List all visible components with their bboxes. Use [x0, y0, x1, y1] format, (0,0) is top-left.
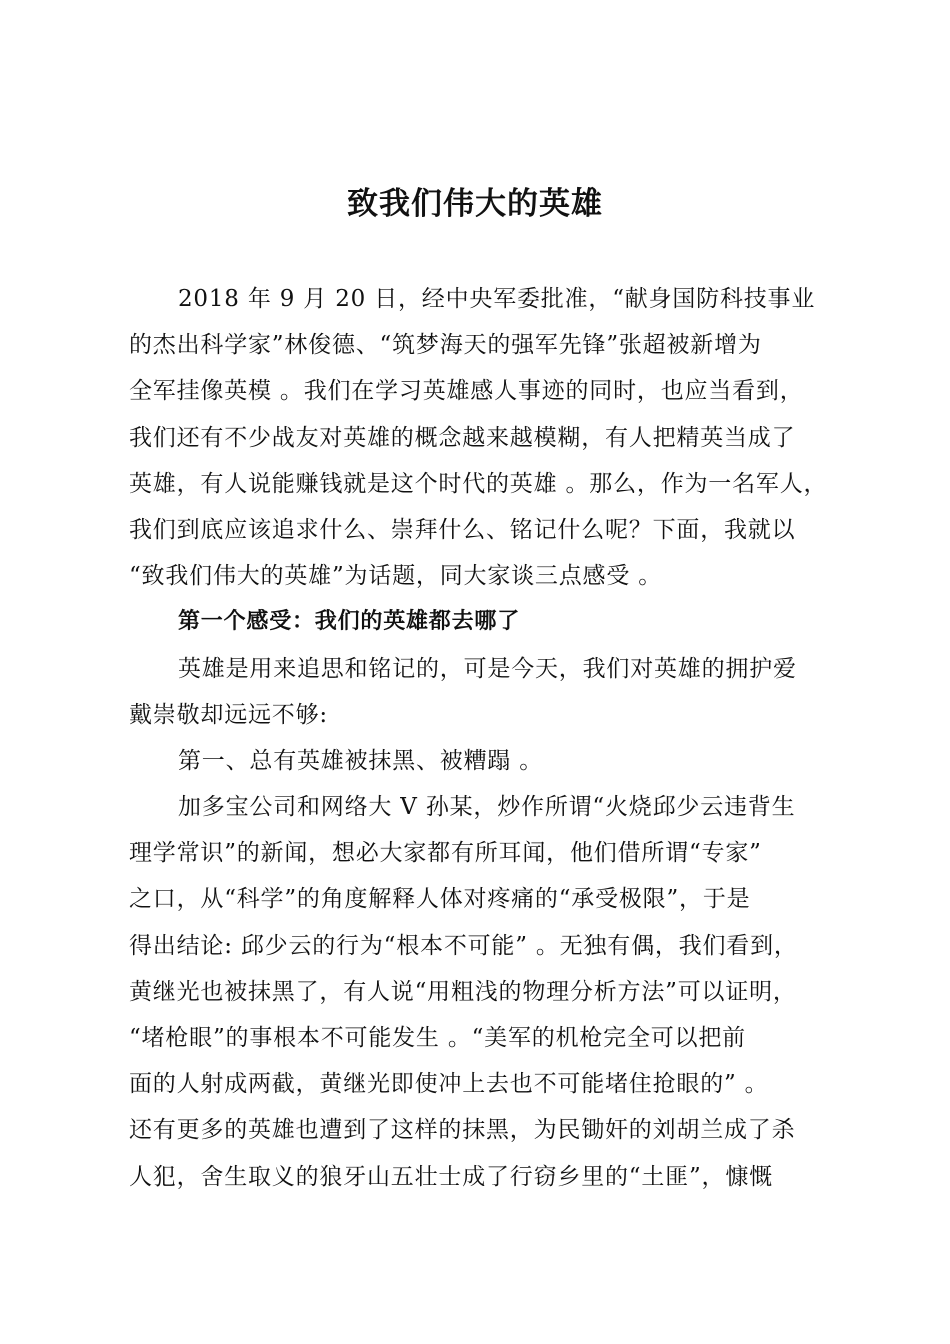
document-title: 致我们伟大的英雄: [347, 186, 603, 222]
paragraph-line: 黄继光也被抹黑了，有人说“用粗浅的物理分析方法”可以证明，: [129, 978, 797, 1005]
paragraph-line: 全军挂像英模 。我们在学习英雄感人事迹的同时，也应当看到，: [129, 378, 804, 405]
paragraph-line: 面的人射成两截，黄继光即使冲上去也不可能堵住抢眼的” 。: [129, 1071, 769, 1098]
paragraph-line: “堵枪眼”的事根本不可能发生 。“美军的机枪完全可以把前: [129, 1025, 746, 1051]
paragraph-line: 2018 年 9 月 20 日，经中央军委批准，“献身国防科技事业: [178, 286, 816, 312]
document-body: [129, 276, 829, 1200]
paragraph-line: “致我们伟大的英雄”为话题，同大家谈三点感受 。: [129, 563, 663, 590]
paragraph-line: 得出结论: 邱少云的行为“根本不可能” 。无独有偶，我们看到，: [129, 932, 798, 959]
paragraph-line: 理学常识”的新闻，想必大家都有所耳闻，他们借所谓“专家”: [129, 840, 762, 867]
paragraph-line: 第一、总有英雄被抹黑、被糟蹋 。: [178, 747, 544, 774]
paragraph-line: 我们还有不少战友对英雄的概念越来越模糊，有人把精英当成了: [129, 424, 796, 451]
paragraph-line: 我们到底应该追求什么、崇拜什么、铭记什么呢？下面，我就以: [129, 516, 796, 543]
paragraph-line: 人犯，舍生取义的狼牙山五壮士成了行窃乡里的“土匪”，慷慨: [129, 1163, 773, 1190]
paragraph-line: 的杰出科学家”林俊德、“筑梦海天的强军先锋”张超被新增为: [129, 332, 762, 359]
section-heading: 第一个感受：我们的英雄都去哪了: [178, 609, 521, 635]
paragraph-line: 戴崇敬却远远不够:: [129, 701, 328, 728]
paragraph-line: 英雄，有人说能赚钱就是这个时代的英雄 。那么，作为一名军人，: [129, 470, 828, 497]
paragraph-line: 加多宝公司和网络大 V 孙某，炒作所谓“火烧邱少云违背生: [178, 794, 796, 821]
paragraph-line: 英雄是用来追思和铭记的，可是今天，我们对英雄的拥护爱: [178, 655, 797, 682]
paragraph-line: 还有更多的英雄也遭到了这样的抹黑，为民锄奸的刘胡兰成了杀: [129, 1117, 796, 1144]
paragraph-line: 之口，从“科学”的角度解释人体对疼痛的“承受极限”，于是: [129, 886, 751, 913]
